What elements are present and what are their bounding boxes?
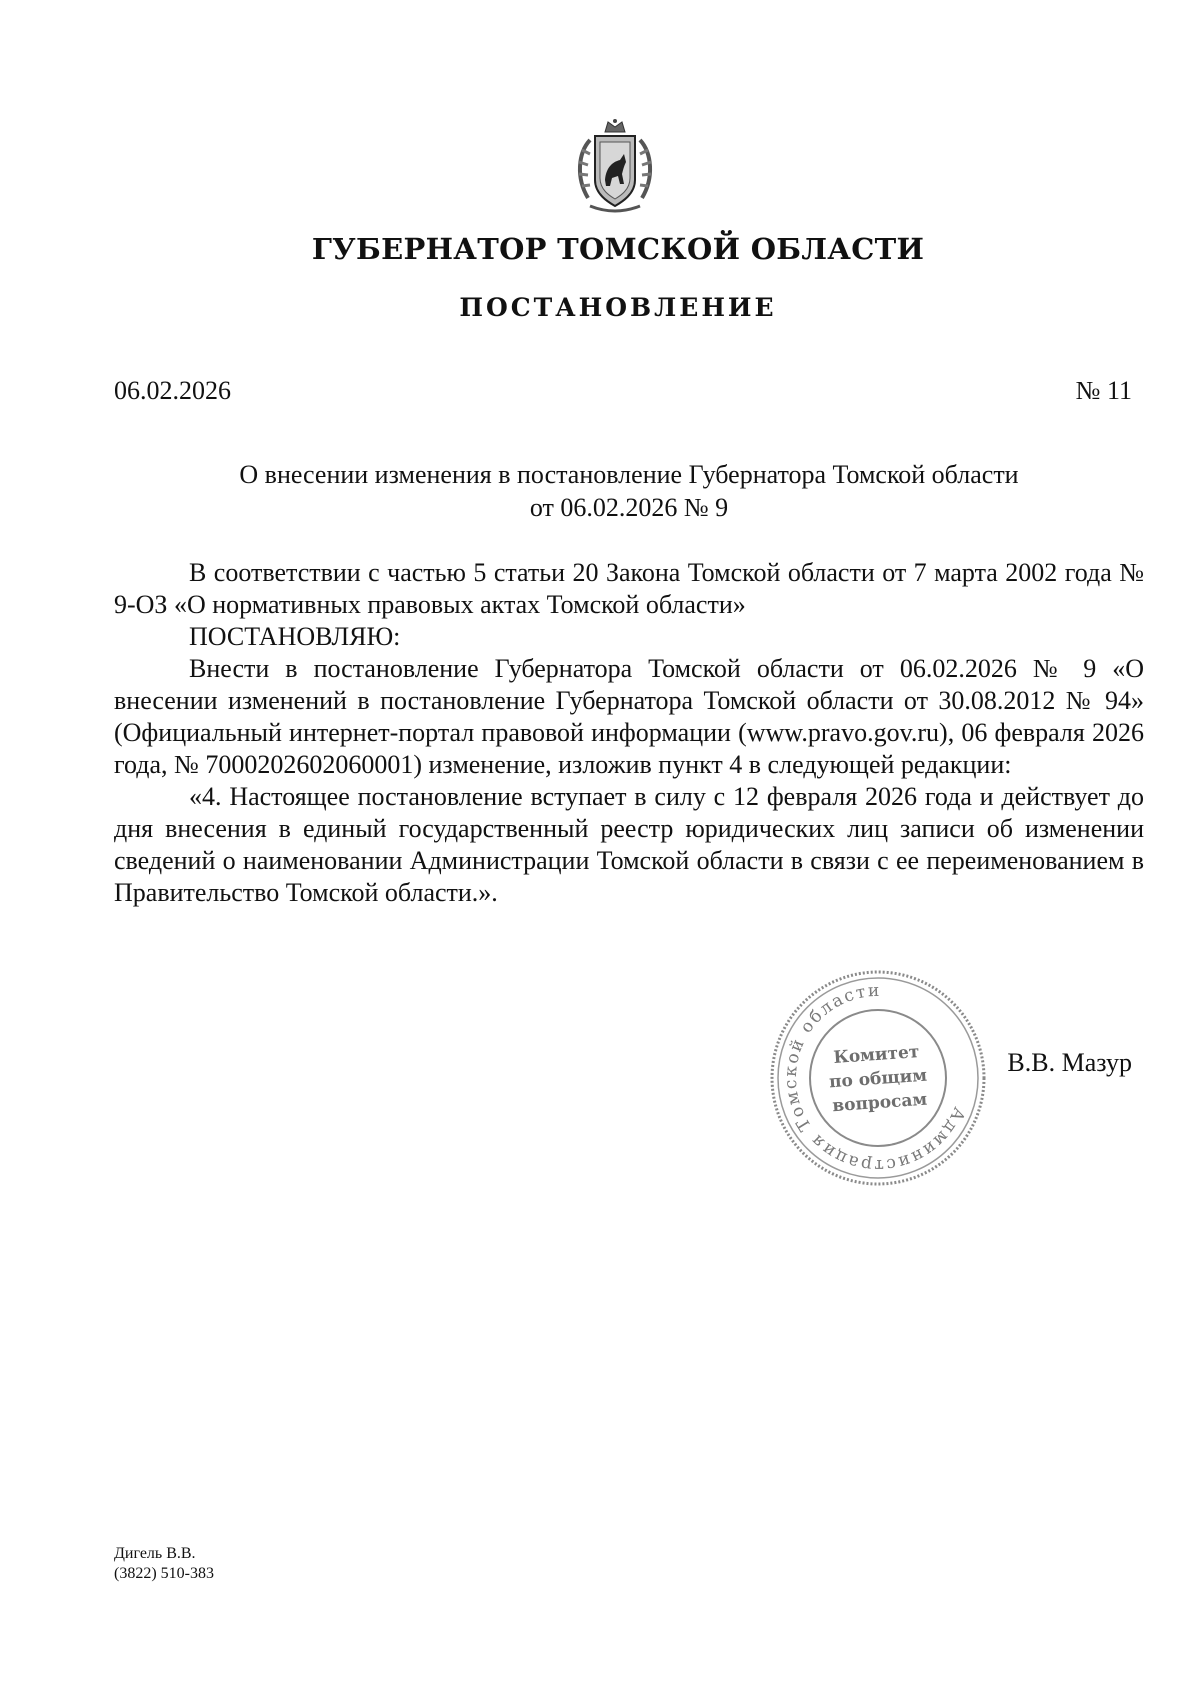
coat-of-arms-icon — [560, 118, 670, 218]
new-text-paragraph: «4. Настоящее постановление вступает в силу с 12 февраля 2026 года и действует до дня внесения в единый государственный реестр юридических лиц записи об изменении сведений о наименовании Администрации Томской области в связи с ее переименованием в Правительство Томской области.». — [114, 782, 1144, 907]
executor-phone: (3822) 510-383 — [114, 1565, 214, 1582]
directive-paragraph: Внести в постановление Губернатора Томской области от 06.02.2026 № 9 «О внесении изменений в постановление Губернатора Томской области от 30.08.2012 № 94» (Официальный интернет-портал правовой информации (www.pravo.gov.ru), 06 февраля 2026 года, № 7000202602060001) изменение, изложив пункт 4 в следующей редакции: — [114, 654, 1144, 779]
seal-inner-line-2: по общим — [828, 1065, 928, 1093]
subject-line-1: О внесении изменения в постановление Губернатора Томской области — [239, 460, 1019, 489]
document-type-title: ПОСТАНОВЛЕНИЕ — [459, 293, 777, 322]
document-date: 06.02.2026 — [114, 376, 231, 405]
seal-inner-line-3: вопросам — [831, 1089, 928, 1117]
issuing-authority: ГУБЕРНАТОР ТОМСКОЙ ОБЛАСТИ — [311, 232, 925, 266]
document-subject — [114, 458, 1144, 524]
executor-name: Дигель В.В. — [114, 1545, 196, 1562]
seal-inner-line-1: Комитет — [832, 1042, 921, 1069]
official-seal — [768, 968, 988, 1188]
signer-name: В.В. Мазур — [1007, 1048, 1132, 1077]
resolve-word: ПОСТАНОВЛЯЮ: — [189, 622, 401, 651]
seal-outer-text: Администрация Томской области — [780, 980, 969, 1176]
document-number: № 11 — [1075, 376, 1132, 405]
document-body — [114, 557, 1144, 909]
executor-footer — [114, 1544, 214, 1584]
basis-paragraph: В соответствии с частью 5 статьи 20 Закона Томской области от 7 марта 2002 года № 9-ОЗ «О нормативных правовых актах Томской области» — [114, 558, 1144, 619]
subject-line-2: от 06.02.2026 № 9 — [529, 493, 729, 522]
